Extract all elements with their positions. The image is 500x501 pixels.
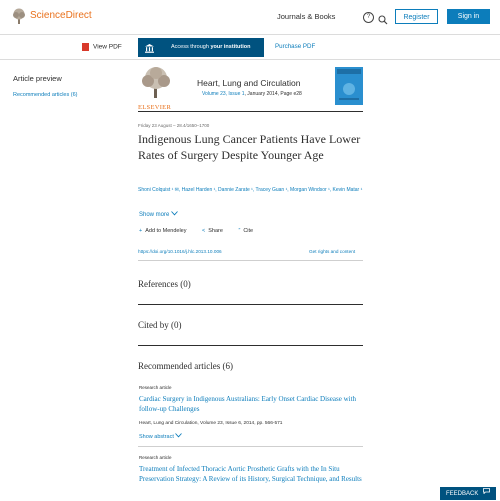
recommended-heading: Recommended articles (6): [138, 361, 233, 371]
doi-divider: [138, 260, 363, 261]
article-date-line: Friday 23 August – 28.4/1650–1700: [138, 123, 210, 128]
elsevier-wordmark: ELSEVIER: [138, 104, 172, 111]
share-button[interactable]: [202, 228, 230, 234]
recommended-article-meta: Heart, Lung and Circulation, Volume 23, Issue 6, 2014, pp. 566-571: [139, 421, 283, 426]
feedback-button[interactable]: [440, 487, 496, 500]
view-pdf-label: View PDF: [93, 43, 122, 51]
elsevier-logo[interactable]: [138, 66, 174, 111]
sign-in-button[interactable]: Sign in: [447, 9, 490, 24]
doi-link[interactable]: https://doi.org/10.1016/j.hlc.2013.10.006: [138, 249, 222, 254]
article-actions: [139, 228, 267, 234]
search-icon[interactable]: [378, 12, 388, 22]
access-institution-strong: your institution: [210, 44, 251, 50]
quote-icon: ”: [238, 228, 241, 234]
article-toolbar: [0, 35, 500, 60]
sciencedirect-logo-text[interactable]: ScienceDirect: [30, 10, 92, 21]
institution-icon: [145, 43, 154, 52]
purchase-pdf-link[interactable]: Purchase PDF: [275, 43, 316, 50]
article-title: Indigenous Lung Cancer Patients Have Lower Rates of Surgery Despite Younger Age: [138, 132, 361, 162]
chevron-down-icon: [175, 433, 182, 440]
share-label: Share: [208, 228, 223, 234]
journal-title-link[interactable]: Heart, Lung and Circulation: [197, 78, 301, 88]
journal-issue-info: [202, 91, 302, 97]
cited-by-heading[interactable]: Cited by (0): [138, 320, 182, 330]
recommended-article-title[interactable]: Cardiac Surgery in Indigenous Australians: Early Onset Cardiac Disease with follow-up Challenges: [139, 395, 357, 413]
plus-icon: +: [139, 228, 143, 234]
volume-issue-link[interactable]: Volume 23, Issue 1: [202, 91, 245, 97]
share-icon: <: [202, 228, 206, 234]
issue-date-page: , January 2014, Page e28: [244, 91, 302, 97]
elsevier-tree-logo[interactable]: [12, 8, 26, 24]
show-abstract-button[interactable]: [139, 433, 182, 440]
site-header: [0, 0, 500, 35]
journal-cover-image[interactable]: [335, 67, 363, 105]
feedback-label: FEEDBACK: [445, 491, 479, 498]
recommended-type-label: Research article: [139, 455, 172, 460]
journals-books-link[interactable]: Journals & Books: [277, 12, 336, 21]
access-prefix: Access through: [171, 44, 211, 50]
show-more-button[interactable]: [139, 211, 178, 218]
cite-button[interactable]: [238, 228, 260, 234]
rights-content-link[interactable]: Get rights and content: [309, 249, 356, 254]
recommended-divider: [138, 446, 363, 447]
recommended-type-label: Research article: [139, 385, 172, 390]
access-institution-button[interactable]: [138, 38, 264, 57]
show-more-label: Show more: [139, 212, 170, 218]
chevron-down-icon: [171, 211, 178, 218]
article-preview-heading: Article preview: [13, 74, 62, 83]
sidebar-link-recommended[interactable]: Recommended articles (6): [13, 92, 78, 98]
author-list[interactable]: Shoni Colquist ¹ ✉, Hazel Harden ¹, Dannie Zarate ¹, Tracey Guan ¹, Morgan Windsor ¹, Kevin Matar ¹: [138, 187, 363, 193]
references-heading[interactable]: References (0): [138, 279, 191, 289]
register-button[interactable]: Register: [395, 9, 438, 24]
help-icon[interactable]: ?: [363, 12, 374, 23]
references-divider: [138, 304, 363, 305]
add-to-mendeley-button[interactable]: [139, 228, 194, 234]
mendeley-label: Add to Mendeley: [145, 228, 187, 234]
pdf-icon: [82, 43, 89, 51]
view-pdf-link[interactable]: [82, 43, 122, 51]
cited-by-divider: [138, 345, 363, 346]
recommended-article-title[interactable]: Treatment of Infected Thoracic Aortic Prosthetic Grafts with the In Situ Preservation Strategy: A Review of its History, Surgical Technique, and Results: [139, 465, 362, 483]
header-divider: [138, 111, 363, 112]
cite-label: Cite: [243, 228, 254, 234]
show-abstract-label: Show abstract: [139, 434, 174, 440]
chat-icon: [483, 487, 490, 500]
